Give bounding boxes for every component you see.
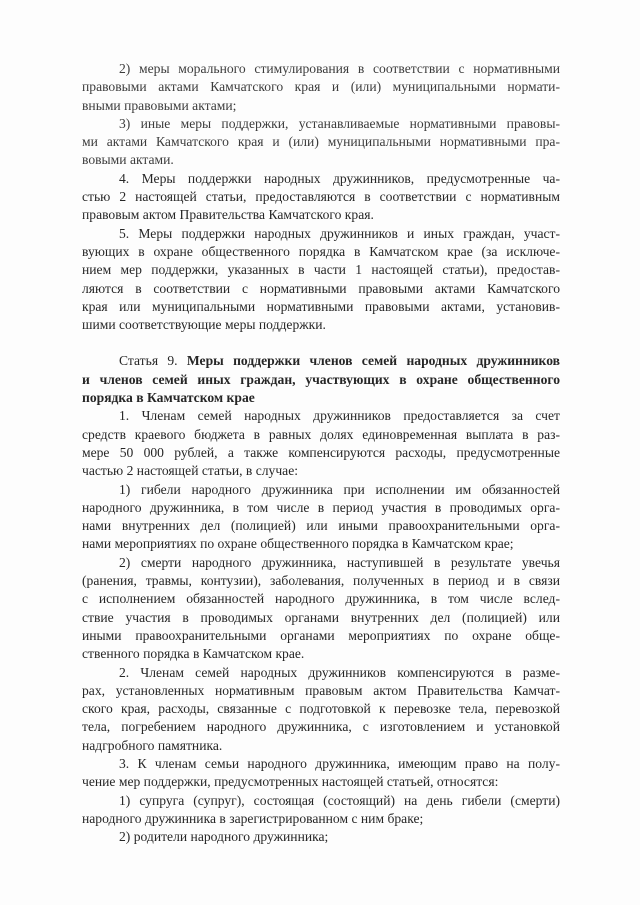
text-line: 1. Членам семей народных дружинников предоставляется за счет [119,408,560,424]
text-line: с исполнением обязанностей народного дружинника, в том числе вслед- [82,591,560,607]
article-subitem-2 [82,554,560,664]
article-prefix: Статья 9. [119,353,187,369]
text-line: стью 2 настоящей статьи, предоставляются в соответствии с нормативным [82,189,560,205]
document-body [82,60,560,846]
text-line: тела, погребением народного дружинника, с изготовлением и установкой [82,719,560,735]
text-line: 2) смерти народного дружинника, наступившей в результате увечья [119,554,560,570]
article-title-line: порядка в Камчатском крае [82,390,255,406]
text-line: 5. Меры поддержки народных дружинников и иных граждан, участ- [119,225,560,241]
article-title-line: и членов семей иных граждан, участвующих в охране общественного [82,371,560,387]
text-line: иными правоохранительными органами мероприятиях по охране обще- [82,627,560,643]
article-title: Меры поддержки членов семей народных дружинников [186,353,560,369]
article-paragraph-1 [82,407,560,480]
article-subitem-1 [82,481,560,554]
paragraph-item-4 [82,170,560,225]
text-line: вовыми актами. [82,152,174,168]
text-line: народного дружинника, в том числе в период участия в проводимых орга- [82,499,560,515]
text-line: правовыми актами Камчатского края и (или) муниципальными нормати- [82,79,560,95]
text-line: вующих в охране общественного порядка в Камчатском крае (за исключе- [82,243,560,259]
text-line: народного дружинника в зарегистрированном с ним браке; [82,810,424,826]
text-line: 2. Членам семей народных дружинников компенсируются в разме- [119,664,560,680]
paragraph-moral-incentives [82,60,560,115]
text-line: 1) гибели народного дружинника при исполнении им обязанностей [119,481,560,497]
text-line: мере 50 000 рублей, а также компенсируются расходы, предусмотренные [82,444,560,460]
text-line: вными правовыми актами; [82,97,237,113]
text-line: ми актами Камчатского края и (или) муниципальными нормативными пра- [82,134,560,150]
text-line: ляются в соответствии с нормативными правовыми актами Камчатского [82,280,560,296]
text-line: рах, установленных нормативным правовым актом Правительства Камчат- [82,682,560,698]
article-paragraph-3 [82,755,560,792]
text-line: нием мер поддержки, указанных в части 1 настоящей статьи), предостав- [82,262,560,278]
text-line: ственного порядка в Камчатском крае. [82,646,305,662]
text-line: нами внутренних дел (полицией) или иными правоохранительными орга- [82,518,560,534]
article-family-item-2 [82,828,560,846]
text-line: чение мер поддержки, предусмотренных настоящей статьей, относятся: [82,774,499,790]
text-line: 3) иные меры поддержки, устанавливаемые нормативными правовы- [119,115,560,131]
paragraph-item-5 [82,225,560,335]
text-line: 4. Меры поддержки народных дружинников, предусмотренные ча- [119,170,560,186]
text-line: края или муниципальными нормативными правовыми актами, установив- [82,298,560,314]
text-line: 2) меры морального стимулирования в соответствии с нормативными [119,61,560,76]
article-paragraph-2 [82,664,560,755]
text-line: нами мероприятиях по охране общественного порядка в Камчатском крае; [82,536,514,552]
text-line: правовым актом Правительства Камчатского края. [82,207,374,223]
text-line: средств краевого бюджета в равных долях единовременная выплата в раз- [82,426,560,442]
text-line: ского края, расходы, связанные с подготовкой к перевозке тела, перевозкой [82,701,560,717]
text-line: 3. К членам семьи народного дружинника, имеющим право на полу- [119,755,560,771]
text-line: 1) супруга (супруг), состоящая (состоящий) на день гибели (смерти) [119,792,560,808]
article-heading [82,352,560,407]
text-line: шими соответствующие меры поддержки. [82,317,326,333]
article-heading-line [82,352,560,370]
text-line: ствие участия в проводимых органами внутренних дел (полицией) или [82,609,560,625]
text-line: частью 2 настоящей статьи, в случае: [82,463,299,479]
text-line: надгробного памятника. [82,737,223,753]
paragraph-other-support [82,115,560,170]
text-line: 2) родители народного дружинника; [119,829,329,845]
article-family-item-1 [82,792,560,829]
text-line: (ранения, травмы, контузии), заболевания, полученных в период и в связи [82,573,560,589]
